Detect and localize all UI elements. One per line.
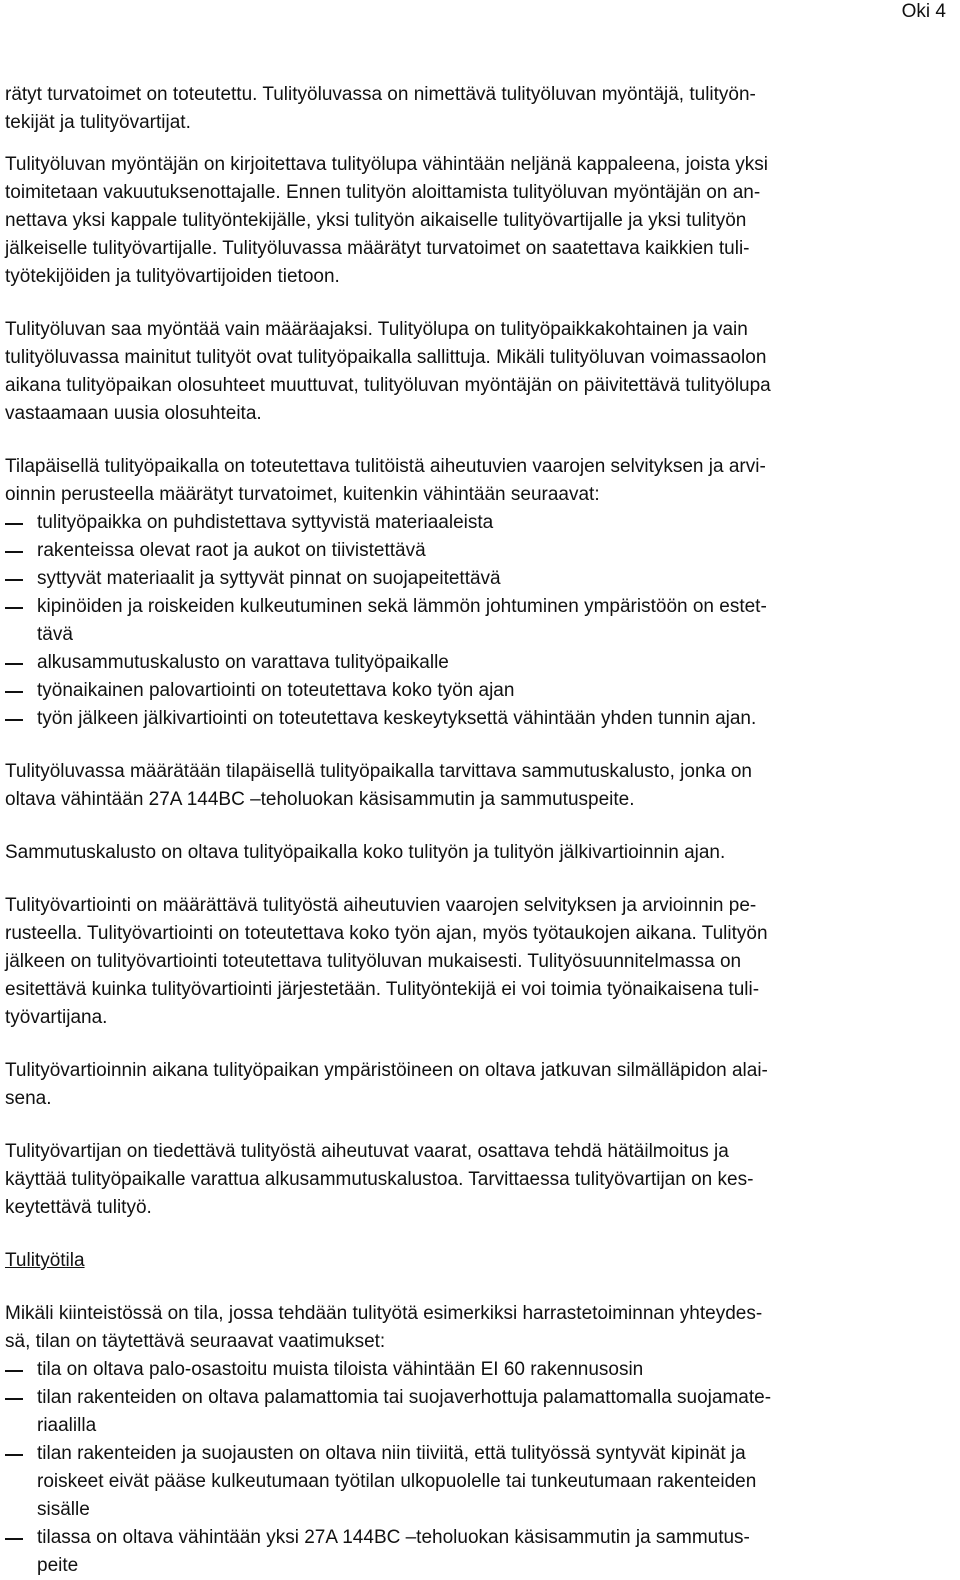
dash-bullet-icon <box>5 1398 23 1400</box>
text-line: käyttää tulityöpaikalle varattua alkusammutuskalustoa. Tarvittaessa tulityövartijan on kes- <box>5 1169 754 1190</box>
bullet-list <box>5 509 955 733</box>
text-line: sena. <box>5 1088 52 1109</box>
dash-bullet-icon <box>5 719 23 721</box>
text-line: työn jälkeen jälkivartiointi on toteutettava keskeytyksettä vähintään yhden tunnin ajan. <box>37 708 757 729</box>
paragraph <box>5 892 955 1032</box>
text-line: nettava yksi kappale tulityöntekijälle, yksi tulityön aikaiselle tulityövartijalle ja yksi tulityön <box>5 210 747 231</box>
dash-bullet-icon <box>5 1454 23 1456</box>
text-line: syttyvät materiaalit ja syttyvät pinnat on suojapeitettävä <box>37 568 501 589</box>
dash-bullet-icon <box>5 1370 23 1372</box>
dash-bullet-icon <box>5 691 23 693</box>
text-line: toimitetaan vakuutuksenottajalle. Ennen tulityön aloittamista tulityöluvan myöntäjän on an- <box>5 182 761 203</box>
list-item <box>5 593 955 649</box>
text-line: Tulityövartijan on tiedettävä tulityöstä aiheutuvat vaarat, osattava tehdä hätäilmoitus ja <box>5 1141 729 1162</box>
list-item <box>5 1384 955 1440</box>
text-line: työnaikainen palovartiointi on toteutettava koko työn ajan <box>37 680 515 701</box>
text-line: rakenteissa olevat raot ja aukot on tiivistettävä <box>37 540 426 561</box>
text-line: roiskeet eivät pääse kulkeutumaan työtilan ulkopuolelle tai tunkeutumaan rakenteiden <box>37 1471 757 1492</box>
dash-bullet-icon <box>5 663 23 665</box>
paragraph <box>5 81 955 137</box>
section-heading: Tulityötila <box>5 1250 85 1271</box>
text-line: jälkeen on tulityövartiointi toteutettava tulityöluvan mukaisesti. Tulityösuunnitelmassa on <box>5 951 742 972</box>
text-line: tävä <box>37 624 73 645</box>
list-item <box>5 1356 955 1384</box>
list-item <box>5 537 955 565</box>
paragraph <box>5 1300 955 1356</box>
text-line: tilan rakenteiden on oltava palamattomia tai suojaverhottuja palamattomalla suojamate- <box>37 1387 772 1408</box>
text-line: vastaamaan uusia olosuhteita. <box>5 403 262 424</box>
text-line: oltava vähintään 27A 144BC –teholuokan käsisammutin ja sammutuspeite. <box>5 789 635 810</box>
text-line: rätyt turvatoimet on toteutettu. Tulityöluvassa on nimettävä tulityöluvan myöntäjä, tulityön- <box>5 84 756 105</box>
text-line: jälkeiselle tulityövartijalle. Tulityöluvassa määrätyt turvatoimet on saatettava kaikkien tuli- <box>5 238 750 259</box>
paragraph <box>5 316 955 428</box>
text-line: tulityöluvassa mainitut tulityöt ovat tulityöpaikalla sallittuja. Mikäli tulityöluvan voimassaolon <box>5 347 767 368</box>
paragraph <box>5 839 955 867</box>
text-line: sä, tilan on täytettävä seuraavat vaatimukset: <box>5 1331 386 1352</box>
text-line: tilan rakenteiden ja suojausten on oltava niin tiiviitä, että tulityössä syntyvät kipinät ja <box>37 1443 746 1464</box>
text-line: tilassa on oltava vähintään yksi 27A 144BC –teholuokan käsisammutin ja sammutus- <box>37 1527 750 1548</box>
paragraph <box>5 1057 955 1113</box>
text-line: työtekijöiden ja tulityövartijoiden tietoon. <box>5 266 340 287</box>
document-body <box>5 81 955 1580</box>
paragraph <box>5 151 955 291</box>
text-line: työvartijana. <box>5 1007 108 1028</box>
text-line: kipinöiden ja roiskeiden kulkeutuminen sekä lämmön johtuminen ympäristöön on estet- <box>37 596 767 617</box>
page-number: Oki 4 <box>901 1 946 22</box>
text-line: Sammutuskalusto on oltava tulityöpaikalla koko tulityön ja tulityön jälkivartioinnin ajan. <box>5 842 726 863</box>
list-item <box>5 649 955 677</box>
bullet-list <box>5 1356 955 1580</box>
text-line: Tilapäisellä tulityöpaikalla on toteutettava tulitöistä aiheutuvien vaarojen selvityksen ja arvi- <box>5 456 766 477</box>
text-line: rusteella. Tulityövartiointi on toteutettava koko työn ajan, myös työtaukojen aikana. Tulityön <box>5 923 768 944</box>
text-line: Tulityöluvan saa myöntää vain määräajaksi. Tulityölupa on tulityöpaikkakohtainen ja vain <box>5 319 748 340</box>
list-item <box>5 677 955 705</box>
list-item <box>5 509 955 537</box>
text-line: riaalilla <box>37 1415 97 1436</box>
list-item <box>5 705 955 733</box>
dash-bullet-icon <box>5 607 23 609</box>
text-line: Tulityövartiointi on määrättävä tulityöstä aiheutuvien vaarojen selvityksen ja arvioinnin pe- <box>5 895 757 916</box>
paragraph <box>5 758 955 814</box>
dash-bullet-icon <box>5 523 23 525</box>
dash-bullet-icon <box>5 551 23 553</box>
text-line: tekijät ja tulityövartijat. <box>5 112 191 133</box>
text-line: Tulityöluvassa määrätään tilapäisellä tulityöpaikalla tarvittava sammutuskalusto, jonka on <box>5 761 753 782</box>
text-line: Tulityöluvan myöntäjän on kirjoitettava tulityölupa vähintään neljänä kappaleena, joista yksi <box>5 154 768 175</box>
text-line: alkusammutuskalusto on varattava tulityöpaikalle <box>37 652 449 673</box>
dash-bullet-icon <box>5 1538 23 1540</box>
text-line: keytettävä tulityö. <box>5 1197 152 1218</box>
text-line: Tulityövartioinnin aikana tulityöpaikan ympäristöineen on oltava jatkuvan silmälläpidon alai- <box>5 1060 768 1081</box>
text-line: peite <box>37 1555 79 1576</box>
text-line: tila on oltava palo-osastoitu muista tiloista vähintään EI 60 rakennusosin <box>37 1359 644 1380</box>
text-line: aikana tulityöpaikan olosuhteet muuttuvat, tulityöluvan myöntäjän on päivitettävä tulityölupa <box>5 375 771 396</box>
text-line: tulityöpaikka on puhdistettava syttyvistä materiaaleista <box>37 512 494 533</box>
paragraph <box>5 1138 955 1222</box>
text-line: sisälle <box>37 1499 90 1520</box>
paragraph <box>5 453 955 509</box>
list-item <box>5 1440 955 1524</box>
dash-bullet-icon <box>5 579 23 581</box>
text-line: oinnin perusteella määrätyt turvatoimet, kuitenkin vähintään seuraavat: <box>5 484 600 505</box>
text-line: esitettävä kuinka tulityövartiointi järjestetään. Tulityöntekijä ei voi toimia työnaikaisena tuli- <box>5 979 760 1000</box>
text-line: Mikäli kiinteistössä on tila, jossa tehdään tulityötä esimerkiksi harrastetoiminnan yhteydes- <box>5 1303 763 1324</box>
list-item <box>5 565 955 593</box>
list-item <box>5 1524 955 1580</box>
